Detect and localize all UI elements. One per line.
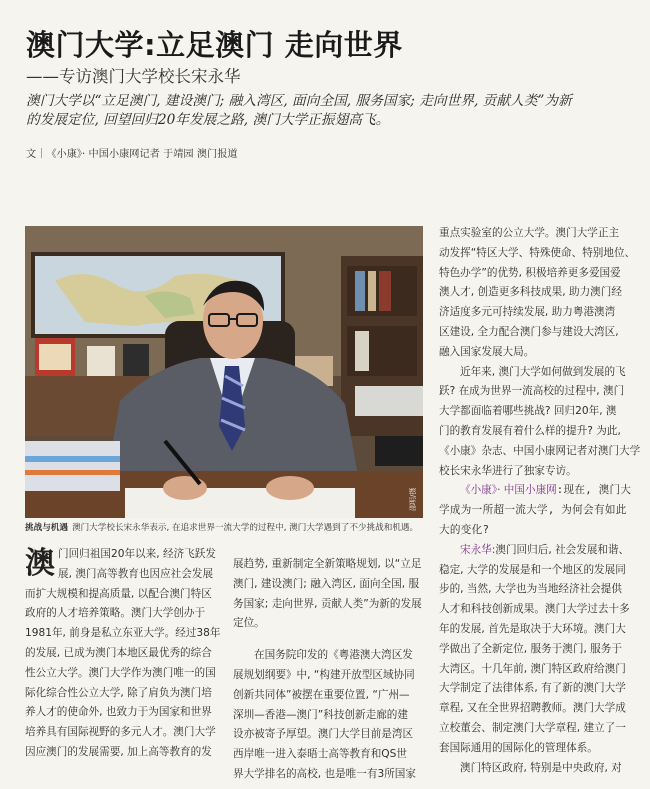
photo-credit: 邵明/摄	[409, 487, 417, 511]
text-line: 澳人才, 创造更多科技成果, 助力澳门经	[439, 286, 622, 299]
photo-caption	[25, 522, 425, 534]
text-line: 动发挥“特区大学、特殊使命、特别地位、	[439, 246, 636, 259]
text-line: 设亦被寄予厚望。澳门大学目前是湾区	[233, 728, 414, 741]
text-line: 的发展, 已成为澳门本地区最优秀的综合	[25, 646, 212, 659]
article-lead	[26, 92, 632, 130]
text-line: 立校董会、制定澳门大学章程, 建立了一	[439, 721, 626, 734]
lead-line: 澳门大学以“立足澳门, 建设澳门; 融入湾区, 面向全国, 服务国家; 走向世界, 贡献人类”为新	[26, 93, 572, 109]
text-line: 区建设, 全力配合澳门参与建设大湾区,	[439, 325, 619, 338]
text-line: 学成为一所超一流大学, 为何会有如此	[439, 504, 627, 517]
text-line: 大学都面临着哪些挑战? 回归20年, 澳	[439, 405, 617, 418]
interview-photo-illustration	[25, 226, 423, 518]
byline: 文｜《小康》· 中国小康网记者 于靖园 澳门报道	[26, 149, 238, 160]
column-1	[25, 545, 225, 763]
text-line: 大的变化?	[439, 523, 490, 536]
text-line: 澳门, 建设澳门; 融入湾区, 面向全国, 服	[233, 577, 420, 590]
text-line: 大湾区。十几年前, 澳门特区政府给澳门	[439, 662, 626, 675]
text-line: 济适度多元可持续发展, 助力粤港澳湾	[439, 306, 616, 319]
text-line: 西岸唯一进入泰晤士高等教育和QS世	[233, 748, 407, 761]
text-line: 定位。	[233, 617, 265, 630]
text-line: 在国务院印发的《粤港澳大湾区发	[254, 649, 413, 662]
text-line: 务国家; 走向世界, 贡献人类”为新的发展	[233, 597, 422, 610]
text-line: 培养具有国际视野的多元人才。澳门大学	[25, 726, 216, 739]
article-subtitle: ——专访澳门大学校长宋永华	[26, 67, 241, 86]
text-line: 展趋势, 重新制定全新策略规划, 以“立足	[233, 558, 422, 570]
text-line: 因应澳门的发展需要, 加上高等教育的发	[25, 745, 212, 758]
lead-line: 的发展定位, 回望回归20年发展之路, 澳门大学正振翅高飞。	[26, 112, 390, 128]
text-line: 而扩大规模和提高质量, 以配合澳门特区	[25, 587, 212, 600]
text-line: 人才和科技创新成果。澳门大学过去十多	[439, 603, 630, 616]
text-line: 校长宋永华进行了独家专访。	[439, 464, 577, 477]
text-line: 章程, 又在全世界招聘教师。澳门大学成	[439, 702, 626, 715]
text-line: 展, 澳门高等教育也因应社会发展	[58, 567, 214, 580]
text-line: 近年来, 澳门大学如何做到发展的飞	[460, 365, 626, 378]
text-line: 年的发展, 首先是取决于大环境。澳门大	[439, 622, 626, 635]
text-line: 政府的人才培养策略。澳门大学创办于	[25, 607, 206, 620]
text-line: 界大学排名的高校, 也是唯一有3所国家	[233, 767, 416, 780]
text-line: 性公立大学。澳门大学作为澳门唯一的国	[25, 666, 216, 679]
text-line: 1981年, 前身是私立东亚大学。经过38年	[25, 627, 221, 640]
text-line: 套国际通用的国际化的管理体系。	[439, 741, 598, 754]
caption-label: 挑战与机遇	[25, 523, 68, 533]
text-line: 融入国家发展大局。	[439, 345, 535, 358]
question-label: 《小康》· 中国小康网	[460, 484, 557, 497]
text-line: 养人才的使命外, 也致力于为国家和世界	[25, 706, 212, 719]
text-line: 稳定, 大学的发展是和一个地区的发展同	[439, 563, 626, 576]
answer-text: 澳门回归后, 社会发展和谐、	[495, 543, 630, 556]
text-line: 深圳—香港—澳门”科技创新走廊的建	[233, 708, 408, 721]
text-line: 重点实验室的公立大学。澳门大学正主	[439, 227, 620, 239]
text-line: 学做出了全新定位, 服务于澳门, 服务于	[439, 642, 622, 655]
dropcap: 澳	[25, 546, 55, 581]
text-line: 创新共同体”被摆在重要位置, “广州—	[233, 688, 410, 701]
caption-text: 澳门大学校长宋永华表示, 在追求世界一流大学的过程中, 澳门大学遇到了不少挑战和机遇。	[71, 523, 419, 533]
text-line: 步的, 当然, 大学也为当地经济社会提供	[439, 583, 622, 596]
text-line: 展规划纲要》中, “构建开放型区域协同	[233, 668, 415, 681]
column-2	[233, 555, 433, 785]
text-line: 大学制定了法律体系, 有了新的澳门大学	[439, 682, 626, 695]
text-line: 际化综合性公立大学, 除了肩负为澳门培	[25, 686, 212, 699]
article-title: 澳门大学:立足澳门 走向世界	[26, 28, 403, 62]
interview-answer	[439, 541, 639, 561]
text-line: 跃? 在成为世界一流高校的过程中, 澳门	[439, 385, 625, 398]
question-text: :现在, 澳门大	[556, 484, 632, 497]
answer-label: 宋永华:	[460, 543, 496, 556]
text-line: 澳门特区政府, 特别是中央政府, 对	[460, 761, 622, 774]
text-line: 门回归祖国20年以来, 经济飞跃发	[58, 548, 216, 560]
column-3	[439, 224, 639, 778]
text-line: 特色办学”的优势, 积极培养更多爱国爱	[439, 266, 621, 279]
interview-photo	[25, 226, 423, 518]
text-line: 门的教育发展有着什么样的提升? 为此,	[439, 424, 621, 437]
text-line: 《小康》杂志、中国小康网记者对澳门大学	[439, 444, 641, 457]
interview-question	[439, 481, 639, 501]
